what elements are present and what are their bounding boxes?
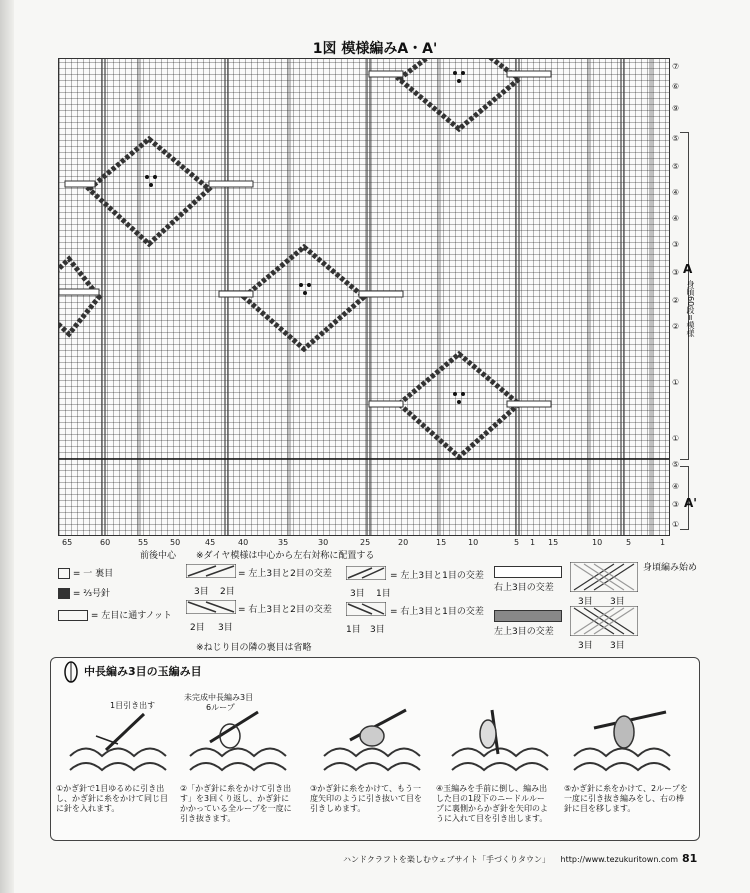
legend-c6-b: 3目 bbox=[610, 641, 625, 651]
step1-caption: ①かぎ針で1目ゆるめに引き出し、かぎ針に糸をかけて同じ目に針を入れます。 bbox=[56, 784, 168, 813]
row-label: ⑤ bbox=[672, 460, 680, 469]
row-label: ⑨ bbox=[672, 104, 680, 113]
step1-illustration bbox=[66, 706, 184, 778]
row-label: ⑤ bbox=[672, 134, 680, 143]
step2-caption: ②「かぎ針に糸をかけて引き出す」を3回くり返し、かぎ針にかかっている全ループを一度に引き抜きます。 bbox=[180, 784, 292, 823]
legend-twisted-text: = ⅔号針 bbox=[72, 589, 111, 599]
col-label: 40 bbox=[238, 538, 249, 547]
col-label: 5 bbox=[514, 538, 520, 547]
row-label: ③ bbox=[672, 268, 680, 277]
footer-url[interactable]: http://www.tezukuritown.com bbox=[560, 855, 679, 864]
chart-symbols bbox=[59, 59, 670, 536]
legend-c6-a: 3目 bbox=[578, 641, 593, 651]
cable-right-3-1-icon bbox=[346, 602, 386, 616]
row-label: ① bbox=[672, 520, 680, 529]
step2-illustration bbox=[186, 706, 304, 778]
center-label: 前後中心 bbox=[140, 551, 177, 561]
legend-c2-b: 3目 bbox=[218, 623, 233, 633]
right-3-cross-swatch bbox=[494, 566, 562, 578]
legend-c1-a: 3目 bbox=[194, 587, 209, 597]
section-a-label: A bbox=[683, 262, 693, 276]
row-label: ⑦ bbox=[672, 62, 680, 71]
legend-left-pass bbox=[58, 608, 172, 621]
legend-c5-b: 3目 bbox=[610, 597, 625, 607]
col-label: 25 bbox=[360, 538, 371, 547]
col-label: 15 bbox=[548, 538, 559, 547]
row-label: ① bbox=[672, 378, 680, 387]
left-pass-symbol-icon bbox=[58, 610, 88, 621]
row-label: ④ bbox=[672, 214, 680, 223]
row-label: ⑥ bbox=[672, 82, 680, 91]
legend-c1: = 左上3目と2目の交差 bbox=[238, 569, 332, 579]
legend-c4: = 右上3目と1目の交差 bbox=[390, 607, 484, 617]
legend-purl-text: = 一 裏目 bbox=[72, 569, 114, 579]
legend-c3-b: 1目 bbox=[376, 589, 391, 599]
legend-c4-b: 3目 bbox=[370, 625, 385, 635]
book-spine bbox=[0, 0, 14, 893]
col-label: 35 bbox=[278, 538, 289, 547]
legend-c3: = 左上3目と1目の交差 bbox=[390, 571, 484, 581]
row-label: ③ bbox=[672, 500, 680, 509]
col-label: 20 bbox=[398, 538, 409, 547]
row-label: ⑤ bbox=[672, 162, 680, 171]
tutorial-title: 中長編み3目の玉編み目 bbox=[84, 665, 202, 678]
page-number: 81 bbox=[682, 852, 698, 865]
section-a-note: 身頃60段=模様 bbox=[686, 280, 695, 337]
step4-illustration bbox=[448, 706, 566, 778]
legend-c5: 右上3目の交差 bbox=[494, 583, 554, 593]
cable-left-3-1-icon bbox=[346, 566, 386, 580]
legend-c2-a: 2目 bbox=[190, 623, 205, 633]
col-label: 60 bbox=[100, 538, 111, 547]
step1-callout: 1目引き出す bbox=[110, 701, 156, 710]
right-3-cross-diagram-icon bbox=[570, 562, 638, 592]
step2-callout-b: 6ループ bbox=[206, 703, 235, 712]
chart-title: 1図 模様編みA・A' bbox=[312, 41, 438, 57]
left-3-cross-swatch bbox=[494, 610, 562, 622]
footer-site bbox=[343, 854, 678, 865]
purl-symbol-icon bbox=[58, 568, 70, 579]
col-label: 50 bbox=[170, 538, 181, 547]
cable-right-3-2-icon bbox=[186, 600, 236, 614]
legend-twisted bbox=[58, 586, 110, 599]
col-label: 45 bbox=[205, 538, 216, 547]
twisted-symbol-icon bbox=[58, 588, 70, 599]
col-label: 15 bbox=[436, 538, 447, 547]
col-label: 55 bbox=[138, 538, 149, 547]
section-a2-label: A' bbox=[684, 496, 697, 510]
col-label: 5 bbox=[626, 538, 632, 547]
legend-c6: 左上3目の交差 bbox=[494, 627, 554, 637]
footer-site-text: ハンドクラフトを楽しむウェブサイト「手づくりタウン」 bbox=[343, 855, 550, 864]
row-label: ④ bbox=[672, 482, 680, 491]
center-note: ※ダイヤ模様は中心から左右対称に配置する bbox=[196, 551, 375, 561]
col-label: 65 bbox=[62, 538, 73, 547]
row-label: ② bbox=[672, 296, 680, 305]
legend-left-pass-text: = 左目に通すノット bbox=[90, 611, 172, 621]
col-label: 10 bbox=[592, 538, 603, 547]
step3-caption: ③かぎ針に糸をかけて、もう一度矢印のように引き抜いて目を引きしめます。 bbox=[310, 784, 422, 813]
step5-illustration bbox=[570, 706, 688, 778]
left-3-cross-diagram-icon bbox=[570, 606, 638, 636]
cable-left-3-2-icon bbox=[186, 564, 236, 578]
legend-note: ※ねじり目の隣の裏目は省略 bbox=[196, 643, 312, 653]
legend-c4-a: 1目 bbox=[346, 625, 361, 635]
col-label: 30 bbox=[318, 538, 329, 547]
legend-c3-a: 3目 bbox=[350, 589, 365, 599]
col-label: 1 bbox=[660, 538, 666, 547]
start-label: 身頃編み始め bbox=[643, 563, 698, 573]
step5-caption: ⑤かぎ針に糸をかけて、2ループを一度に引き抜き編みをし、右の棒針に目を移します。 bbox=[564, 784, 688, 813]
col-label: 10 bbox=[468, 538, 479, 547]
puff-stitch-symbol-icon bbox=[62, 660, 80, 684]
step3-illustration bbox=[320, 706, 438, 778]
row-label: ② bbox=[672, 322, 680, 331]
legend-c1-b: 2目 bbox=[220, 587, 235, 597]
knitting-chart-grid bbox=[58, 58, 670, 536]
row-label: ③ bbox=[672, 240, 680, 249]
col-label: 1 bbox=[530, 538, 536, 547]
row-label: ① bbox=[672, 434, 680, 443]
legend-c5-a: 3目 bbox=[578, 597, 593, 607]
step4-caption: ④玉編みを手前に倒し、編み出した目の1段下のニードルループに裏側からかぎ針を矢印のように入れて目を引き出します。 bbox=[436, 784, 548, 823]
legend-c2: = 右上3目と2目の交差 bbox=[238, 605, 332, 615]
legend-purl bbox=[58, 566, 113, 579]
step2-callout-a: 未完成中長編み3目 bbox=[184, 693, 254, 702]
row-label: ④ bbox=[672, 188, 680, 197]
